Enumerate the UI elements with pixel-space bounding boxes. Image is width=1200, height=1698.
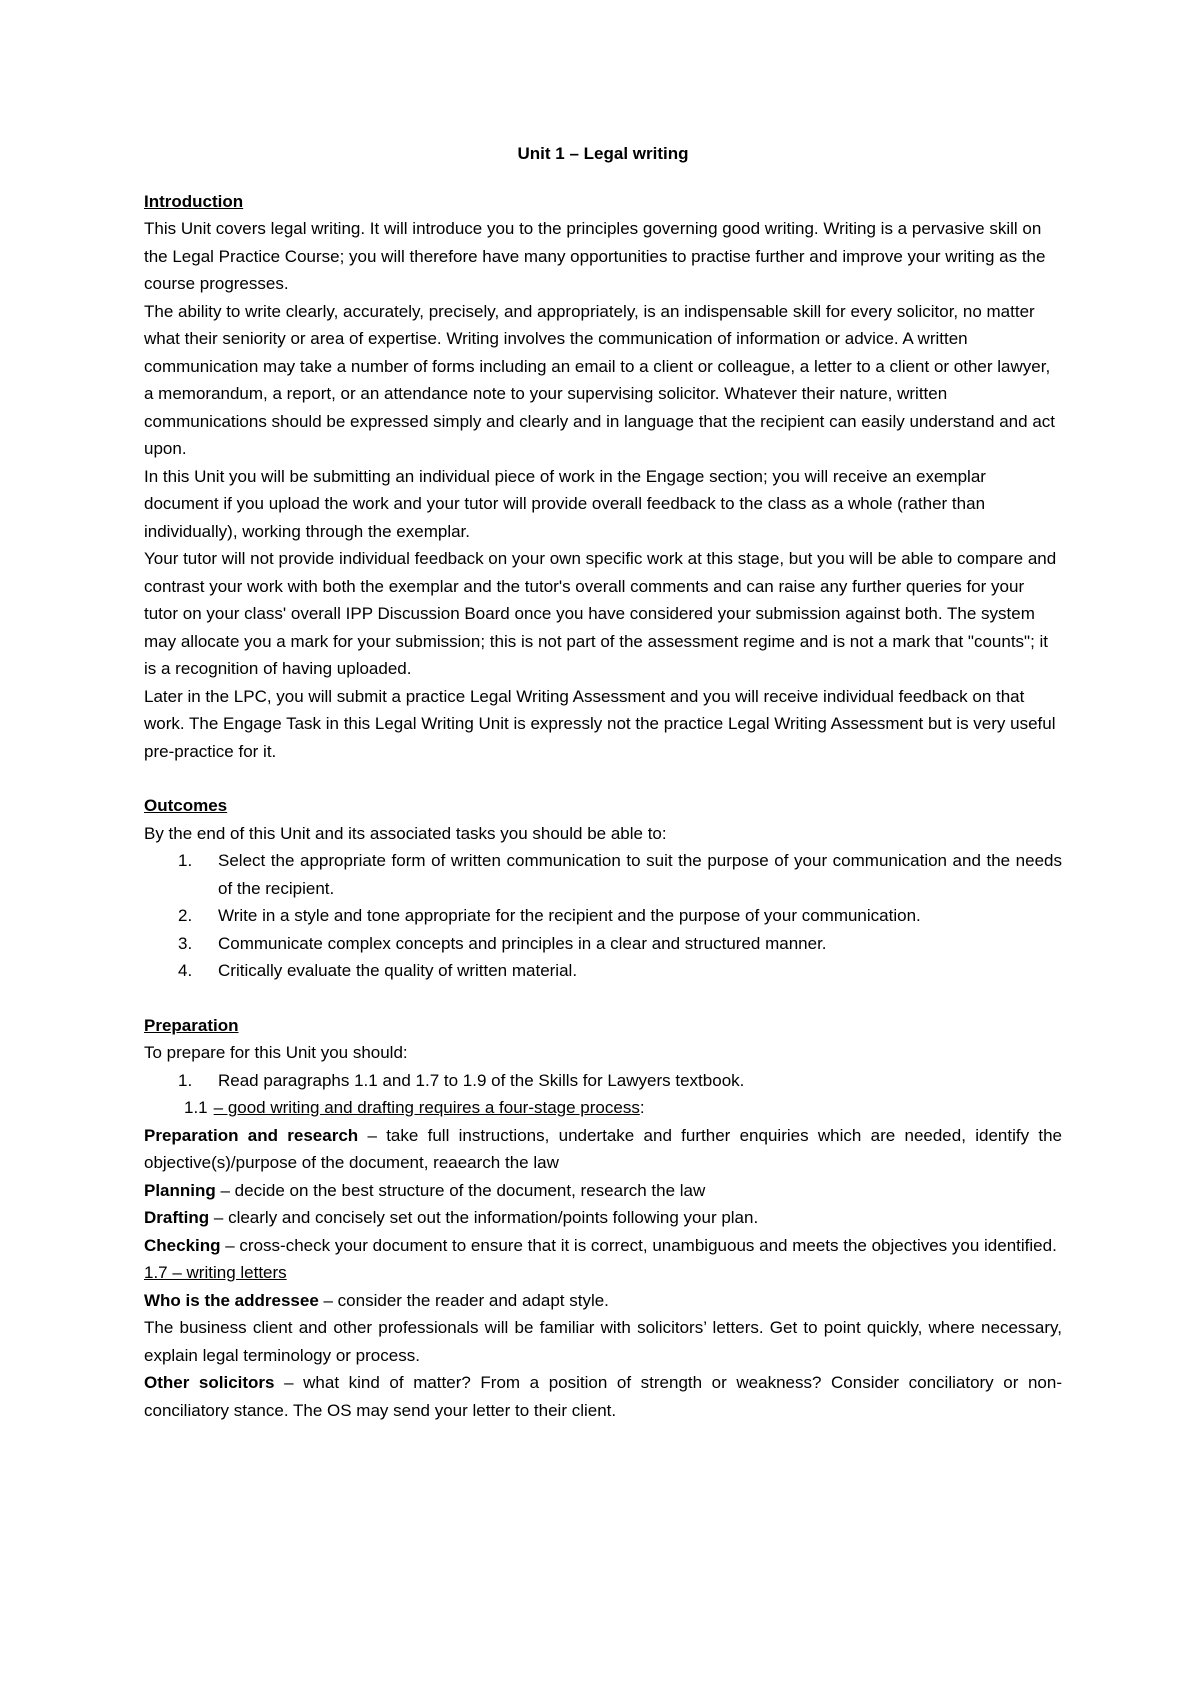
stage-text: – take full instructions, undertake and further enquiries which are needed, identify the objective(s)/purpose of the document, reaearch the law: [144, 1125, 1063, 1172]
stage-term: Preparation and research: [144, 1125, 359, 1145]
addressee-paragraph: [144, 1287, 1062, 1315]
stage-preparation: [144, 1122, 1062, 1177]
outcomes-heading: Outcomes: [144, 796, 228, 815]
page-title: Unit 1 – Legal writing: [517, 144, 689, 163]
reference-suffix: :: [639, 1098, 645, 1117]
outcome-number: 1.: [178, 851, 193, 870]
introduction-paragraph: Your tutor will not provide individual feedback on your own specific work at this stage, but you will be able to compare and contrast your work with both the exemplar and the tutor's overall comments and can raise any further queries for your tutor on your class' overall IPP Discussion Board once you have considered your submission against both. The system may allocate you a mark for your submission; this is not part of the assessment regime and is not a mark that "counts"; it is a recognition of having uploaded.: [144, 549, 1057, 678]
introduction-paragraph: Later in the LPC, you will submit a practice Legal Writing Assessment and you will receive individual feedback on that work. The Engage Task in this Legal Writing Unit is expressly not the practice Legal Writing Assessment but is very useful pre-practice for it.: [144, 686, 1056, 761]
outcome-item: [178, 957, 1062, 985]
stage-term: Drafting: [144, 1208, 210, 1227]
outcome-number: 3.: [178, 933, 193, 953]
document-page: [144, 140, 1062, 1424]
preparation-intro: To prepare for this Unit you should:: [144, 1043, 408, 1062]
outcome-text: Select the appropriate form of written communication to suit the purpose of your communication and the needs of the recipient.: [218, 851, 1062, 898]
preparation-text: Read paragraphs 1.1 and 1.7 to 1.9 of the Skills for Lawyers textbook.: [218, 1070, 745, 1090]
four-stage-reference: [144, 1094, 1062, 1122]
introduction-paragraph: In this Unit you will be submitting an individual piece of work in the Engage section; you will receive an exemplar document if you upload the work and your tutor will provide overall feedback to the class as a whole (rather than individually), working through the exemplar.: [144, 466, 986, 541]
introduction-body: [144, 215, 1062, 765]
introduction-heading: Introduction: [144, 191, 244, 211]
stage-checking: [144, 1232, 1062, 1260]
business-client-paragraph: The business client and other professionals will be familiar with solicitors’ letters. Get to point quickly, where necessary, explain legal terminology or process.: [144, 1318, 1062, 1365]
stage-term: Checking: [144, 1235, 221, 1255]
addressee-term: Who is the addressee: [144, 1290, 319, 1310]
other-solicitors-term: Other solicitors: [144, 1373, 275, 1392]
introduction-paragraph: This Unit covers legal writing. It will introduce you to the principles governing good writing. Writing is a pervasive skill on the Legal Practice Course; you will therefore have many opportunities to practise further and improve your writing as the course progresses.: [144, 219, 1046, 293]
stage-planning: [144, 1177, 1062, 1205]
outcome-number: 2.: [178, 906, 193, 925]
other-solicitors-paragraph: [144, 1369, 1062, 1424]
reference-number: 1.1: [184, 1098, 208, 1117]
outcome-item: [178, 930, 1062, 958]
stage-text: – clearly and concisely set out the information/points following your plan.: [209, 1208, 759, 1227]
preparation-heading: Preparation: [144, 1015, 239, 1035]
outcome-text: Write in a style and tone appropriate for the recipient and the purpose of your communication.: [218, 906, 921, 925]
reference-text: – good writing and drafting requires a four-stage process: [213, 1098, 640, 1117]
preparation-number: 1.: [178, 1070, 193, 1090]
stage-drafting: [144, 1204, 1062, 1232]
addressee-text: – consider the reader and adapt style.: [318, 1290, 609, 1310]
introduction-paragraph: The ability to write clearly, accurately, precisely, and appropriately, is an indispensable skill for every solicitor, no matter what their seniority or area of expertise. Writing involves the communication of information or advice. A written communication may take a number of forms including an email to a client or colleague, a letter to a client or other lawyer, a memorandum, a report, or an attendance note to your supervising solicitor. Whatever their nature, written communications should be expressed simply and clearly and in language that the recipient can easily understand and act upon.: [144, 301, 1055, 458]
writing-letters-heading: 1.7 – writing letters: [144, 1263, 287, 1282]
preparation-list: [144, 1067, 1062, 1095]
outcomes-list: [144, 847, 1062, 985]
outcome-number: 4.: [178, 961, 193, 980]
outcome-text: Communicate complex concepts and principles in a clear and structured manner.: [218, 933, 827, 953]
outcome-item: [178, 902, 1062, 930]
stage-text: – cross-check your document to ensure that it is correct, unambiguous and meets the objectives you identified.: [220, 1235, 1057, 1255]
outcome-item: [178, 847, 1062, 902]
outcomes-intro: By the end of this Unit and its associated tasks you should be able to:: [144, 823, 667, 843]
preparation-item: [178, 1067, 1062, 1095]
outcome-text: Critically evaluate the quality of written material.: [218, 961, 578, 980]
stage-term: Planning: [144, 1180, 216, 1200]
other-solicitors-text: – what kind of matter? From a position of strength or weakness? Consider conciliatory or non-conciliatory stance. The OS may send your letter to their client.: [144, 1373, 1063, 1420]
stage-text: – decide on the best structure of the document, research the law: [215, 1180, 706, 1200]
